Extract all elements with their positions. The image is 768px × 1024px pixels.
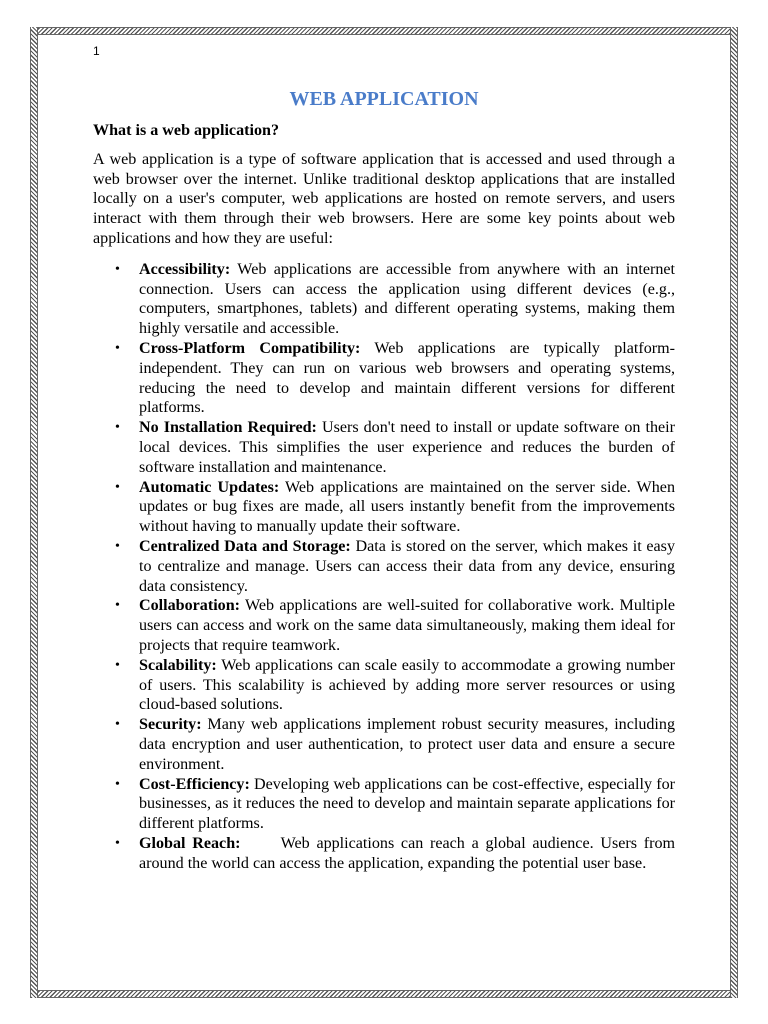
list-item: [93, 260, 680, 339]
bullet-icon: •: [115, 479, 120, 495]
list-item-text: Web applications are maintained on the server side. When updates or bug fixes are made, all users instantly benefit from the improvements without having to manually update their software.: [139, 478, 680, 536]
list-item: [93, 656, 680, 715]
list-item: [93, 775, 680, 834]
list-item: [93, 715, 680, 774]
bullet-icon: •: [115, 261, 120, 277]
list-item-text: Developing web applications can be cost-effective, especially for businesses, as it reduces the need to develop and maintain separate applications for different platforms.: [139, 775, 680, 833]
list-item: [93, 834, 680, 874]
section-question: What is a web application?: [93, 122, 279, 139]
list-item-text: Many web applications implement robust security measures, including data encryption and user authentication, to protect user data and ensure a secure environment.: [139, 716, 680, 773]
bullet-icon: •: [115, 538, 120, 554]
page-title: WEB APPLICATION: [289, 88, 479, 110]
list-item-text: Web applications are well-suited for collaborative work. Multiple users can access and work on the same data simultaneously, making them ideal for projects that require teamwork.: [139, 597, 680, 654]
key-points-list: [93, 260, 680, 874]
bullet-icon: •: [115, 657, 120, 673]
bullet-icon: •: [115, 835, 120, 851]
list-item-term: Centralized Data and Storage:: [139, 537, 351, 555]
page-border-bottom: [30, 990, 738, 998]
list-item-text: Web applications can scale easily to accommodate a growing number of users. This scalability is achieved by adding more server resources or using cloud-based solutions.: [139, 656, 680, 714]
page-border-left: [30, 27, 38, 998]
list-item-term: No Installation Required:: [139, 419, 317, 437]
list-item-text: Web applications are typically platform-independent. They can run on various web browsers and operating systems, reducing the need to develop and maintain different versions for different platforms.: [139, 339, 680, 417]
list-item-text: Web applications can reach a global audience. Users from around the world can access the application, expanding the potential user base.: [139, 834, 680, 872]
page-border-right: [730, 27, 738, 998]
list-item-term: Collaboration:: [139, 597, 241, 615]
list-item-term: Automatic Updates:: [139, 478, 280, 496]
bullet-icon: •: [115, 598, 120, 614]
intro-paragraph: A web application is a type of software application that is accessed and used through a web browser over the internet. Unlike traditional desktop applications that are installed locally on a user's computer, web applications are hosted on remote servers, and users interact with them through their web browsers. Here are some key points about web applications and how they are useful:: [93, 150, 675, 247]
document-body: [93, 87, 680, 873]
list-item: [93, 418, 680, 477]
page-number: 1: [93, 44, 100, 58]
list-item-term: Scalability:: [139, 656, 217, 674]
bullet-icon: •: [115, 340, 120, 356]
list-item-term: Cost-Efficiency:: [139, 775, 250, 793]
list-item: [93, 596, 680, 655]
list-item-term: Global Reach:: [139, 834, 241, 852]
page-border-top: [30, 27, 738, 35]
list-item-term: Accessibility:: [139, 260, 231, 278]
list-item-text: Web applications are accessible from anywhere with an internet connection. Users can access the application using different devices (e.g., computers, smartphones, tablets) and different operating systems, making them highly versatile and accessible.: [139, 260, 680, 338]
list-item: [93, 339, 680, 418]
list-item: [93, 537, 680, 596]
bullet-icon: •: [115, 420, 120, 436]
bullet-icon: •: [115, 776, 120, 792]
list-item-term: Cross-Platform Compatibility:: [139, 339, 361, 357]
list-item-text: Users don't need to install or update software on their local devices. This simplifies the user experience and reduces the burden of software installation and maintenance.: [139, 419, 680, 476]
bullet-icon: •: [115, 717, 120, 733]
list-item: [93, 478, 680, 537]
list-item-term: Security:: [139, 716, 202, 734]
list-item-text: Data is stored on the server, which makes it easy to centralize and manage. Users can access their data from any device, ensuring data consistency.: [139, 537, 680, 595]
